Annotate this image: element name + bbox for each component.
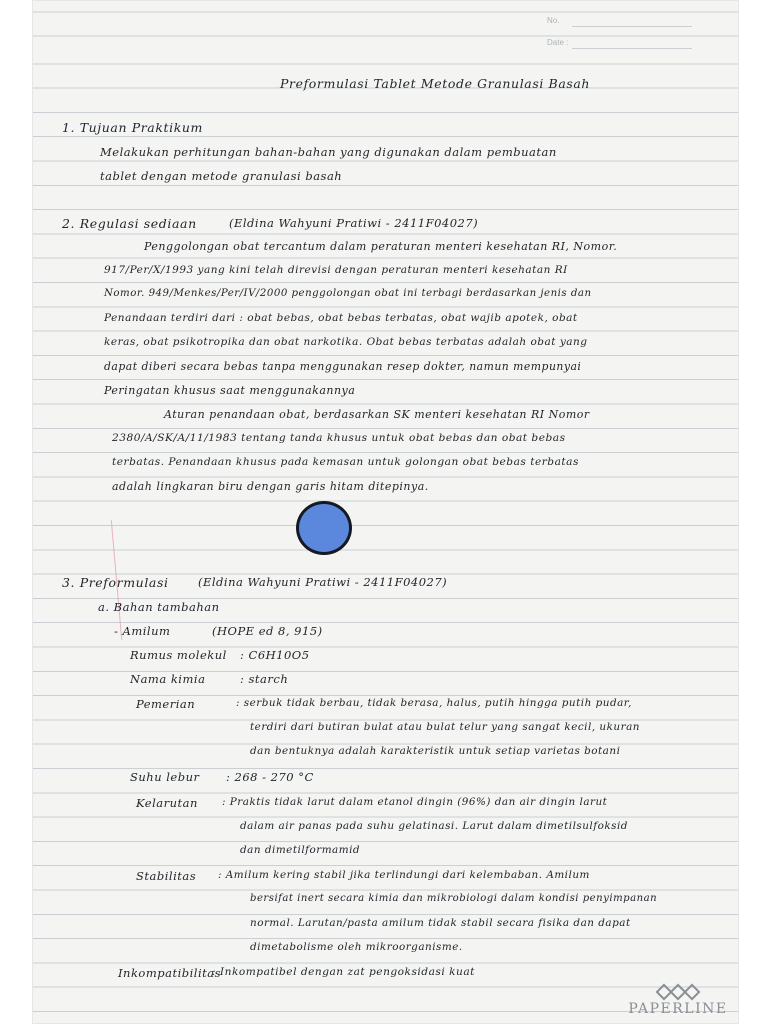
row-value-kelarutan-1: : Praktis tidak larut dalam etanol dingin (96%) dan air dingin larut [222,796,608,808]
section2-author: (Eldina Wahyuni Pratiwi - 2411F04027) [229,216,479,230]
section2-line-2: 917/Per/X/1993 yang kini telah direvisi dengan peraturan menteri kesehatan RI [104,264,568,276]
row-value-stabilitas-1: : Amilum kering stabil jika terlindungi dari kelembaban. Amilum [218,869,590,881]
page-title: Preformulasi Tablet Metode Granulasi Basah [280,76,591,91]
no-line [572,26,692,27]
section1-line-2: tablet dengan metode granulasi basah [100,169,343,183]
row-value-pemerian-2: terdiri dari butiran bulat atau bulat telur yang sangat kecil, ukuran [250,721,640,733]
section2-line-3: Nomor. 949/Menkes/Per/IV/2000 penggolongan obat ini terbagi berdasarkan jenis dan [104,288,592,299]
row-value-stabilitas-3: normal. Larutan/pasta amilum tidak stabil secara fisika dan dapat [250,917,631,929]
row-label-nama: Nama kimia [130,672,206,686]
section3-author: (Eldina Wahyuni Pratiwi - 2411F04027) [198,575,448,589]
section2-line-8: Aturan penandaan obat, berdasarkan SK menteri kesehatan RI Nomor [164,408,590,421]
section2-line-4: Penandaan terdiri dari : obat bebas, obat bebas terbatas, obat wajib apotek, obat [104,312,578,324]
section2-line-5: keras, obat psikotropika dan obat narkotika. Obat bebas terbatas adalah obat yang [104,336,588,348]
date-line [572,48,692,49]
row-value-rumus: : C6H10O5 [240,648,310,662]
row-value-inkompatibilitas: : Inkompatibel dengan zat pengoksidasi kuat [212,966,475,978]
section2-line-1: Penggolongan obat tercantum dalam peraturan menteri kesehatan RI, Nomor. [144,240,618,253]
row-label-stabilitas: Stabilitas [136,869,197,883]
section3-item-ref: (HOPE ed 8, 915) [212,624,323,638]
logo-text: PAPERLINE [628,1001,728,1017]
row-value-kelarutan-3: dan dimetilformamid [240,844,361,856]
section1-heading: 1. Tujuan Praktikum [62,120,204,135]
row-value-suhu: : 268 - 270 °C [226,770,314,784]
section2-heading: 2. Regulasi sediaan [62,216,197,231]
paperline-logo [628,986,728,1017]
section2-line-9: 2380/A/SK/A/11/1983 tentang tanda khusus untuk obat bebas dan obat bebas [112,432,566,444]
section2-line-11: adalah lingkaran biru dengan garis hitam ditepinya. [112,480,429,493]
section3-sub-a: a. Bahan tambahan [98,600,220,614]
row-value-pemerian-1: : serbuk tidak berbau, tidak berasa, halus, putih hingga putih pudar, [236,697,632,709]
row-label-pemerian: Pemerian [136,697,196,711]
section3-item: - Amilum [114,624,171,638]
row-label-suhu: Suhu lebur [130,770,200,784]
row-value-stabilitas-2: bersifat inert secara kimia dan mikrobiologi dalam kondisi penyimpanan [250,893,658,904]
row-value-pemerian-3: dan bentuknya adalah karakteristik untuk setiap varietas botani [250,745,621,757]
section2-line-6: dapat diberi secara bebas tanpa menggunakan resep dokter, namun mempunyai [104,360,582,373]
notebook-page [32,0,739,1024]
row-label-rumus: Rumus molekul [130,648,227,662]
section3-heading: 3. Preformulasi [62,575,169,590]
no-label: No. [547,16,560,25]
date-label: Date : [547,38,569,47]
blue-circle-mark [296,501,352,555]
row-value-kelarutan-2: dalam air panas pada suhu gelatinasi. Larut dalam dimetilsulfoksid [240,820,628,832]
section2-line-10: terbatas. Penandaan khusus pada kemasan untuk golongan obat bebas terbatas [112,456,579,468]
row-value-stabilitas-4: dimetabolisme oleh mikroorganisme. [250,941,463,953]
diamond-mark-icon [628,986,728,1001]
section2-line-7: Peringatan khusus saat menggunakannya [104,384,356,397]
section1-line-1: Melakukan perhitungan bahan-bahan yang digunakan dalam pembuatan [100,145,557,159]
row-label-kelarutan: Kelarutan [136,796,198,810]
row-value-nama: : starch [240,672,289,686]
row-label-inkompatibilitas: Inkompatibilitas [118,966,222,980]
